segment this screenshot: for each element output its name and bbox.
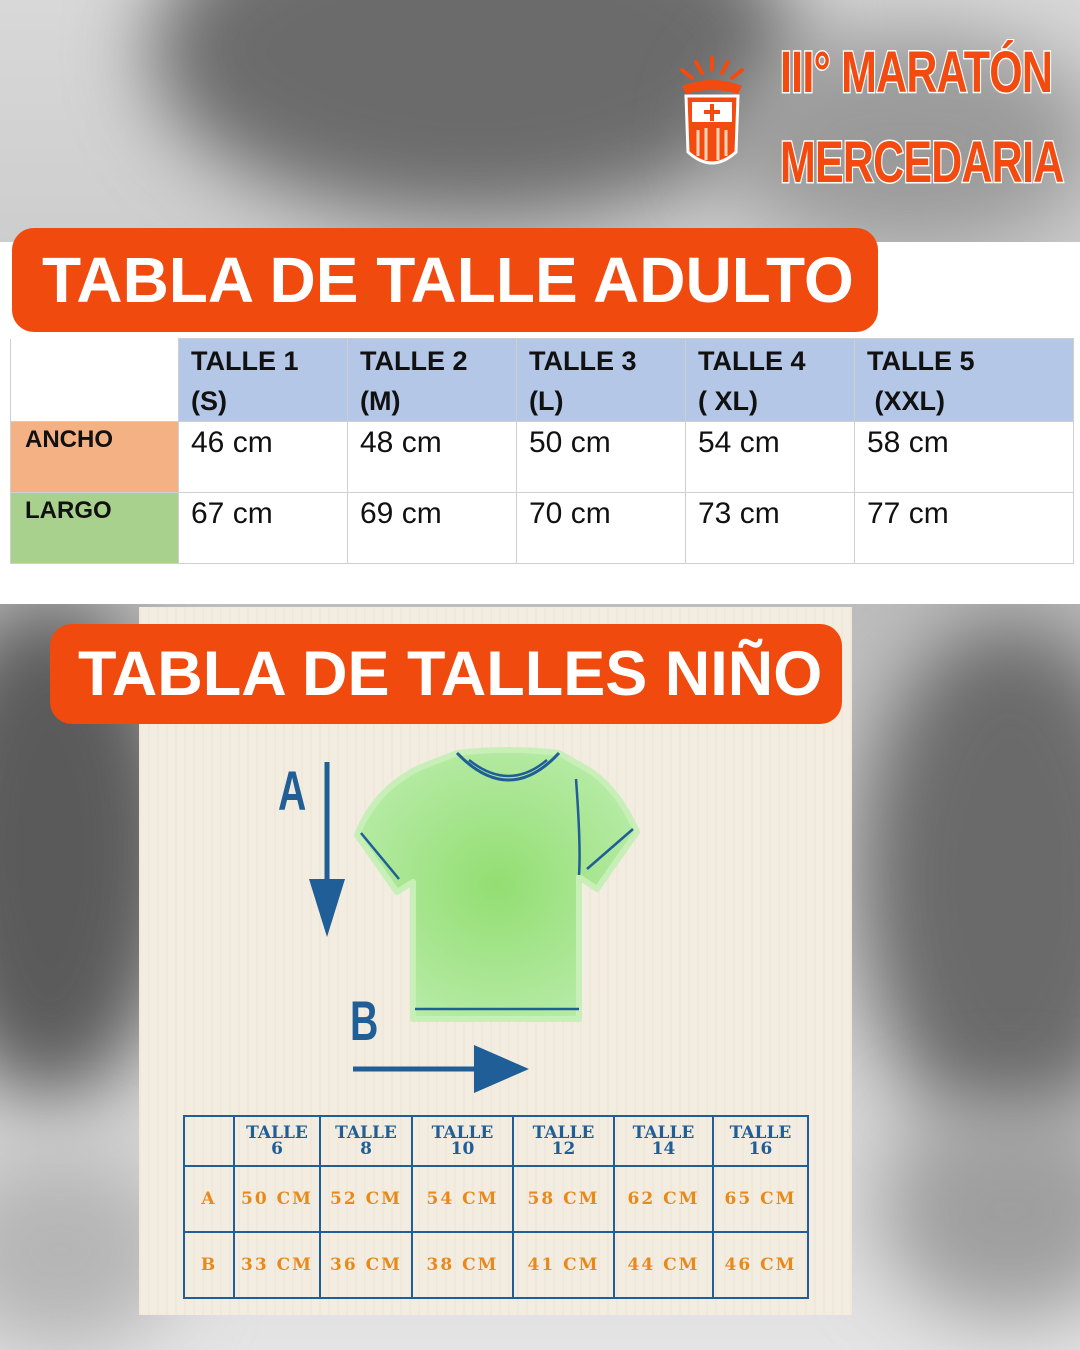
table-cell: 36 CM [320, 1232, 412, 1298]
kids-row-b [184, 1232, 808, 1298]
table-cell: 50 cm [517, 422, 686, 493]
adult-title: TABLA DE TALLE ADULTO [12, 228, 878, 332]
table-cell: 62 CM [614, 1166, 713, 1232]
kids-header-cell: TALLE 12 [513, 1116, 614, 1166]
table-cell: 67 cm [179, 493, 348, 564]
kids-size-table [183, 1115, 809, 1299]
kids-corner-cell [184, 1116, 234, 1166]
kids-header-cell: TALLE 16 [713, 1116, 808, 1166]
table-cell: 58 cm [855, 422, 1074, 493]
adult-size-table [10, 338, 1074, 564]
table-cell: 38 CM [412, 1232, 513, 1298]
table-cell: 69 cm [348, 493, 517, 564]
kids-header-cell: TALLE 6 [234, 1116, 320, 1166]
table-cell: 41 CM [513, 1232, 614, 1298]
table-cell: 65 CM [713, 1166, 808, 1232]
adult-corner-cell [11, 339, 179, 422]
table-cell: 46 CM [713, 1232, 808, 1298]
arrow-right-icon [353, 1045, 529, 1093]
row-label: B [184, 1232, 234, 1298]
adult-header-cell: TALLE 4 ( XL) [686, 339, 855, 422]
row-label: A [184, 1166, 234, 1232]
brand [672, 28, 1064, 195]
adult-header-cell: TALLE 3 (L) [517, 339, 686, 422]
adult-row-ancho [11, 422, 1074, 493]
adult-header-cell: TALLE 1 (S) [179, 339, 348, 422]
kids-header-row [184, 1116, 808, 1166]
brand-line-2: MERCEDARIA [780, 130, 1064, 195]
label-a: A [278, 759, 307, 822]
brand-title [780, 28, 1064, 208]
kids-header-cell: TALLE 14 [614, 1116, 713, 1166]
adult-header-cell: TALLE 2 (M) [348, 339, 517, 422]
table-cell: 54 CM [412, 1166, 513, 1232]
kids-row-a [184, 1166, 808, 1232]
tshirt-icon [357, 750, 637, 1019]
row-label: ANCHO [11, 422, 179, 493]
adult-header-row [11, 339, 1074, 422]
adult-header-cell: TALLE 5 (XXL) [855, 339, 1074, 422]
brand-line-1: III° MARATÓN [780, 40, 1053, 105]
crest-icon [672, 56, 752, 176]
table-cell: 70 cm [517, 493, 686, 564]
table-cell: 44 CM [614, 1232, 713, 1298]
table-cell: 58 CM [513, 1166, 614, 1232]
kids-header-cell: TALLE 8 [320, 1116, 412, 1166]
kids-header-cell: TALLE 10 [412, 1116, 513, 1166]
table-cell: 52 CM [320, 1166, 412, 1232]
table-cell: 50 CM [234, 1166, 320, 1232]
row-label: LARGO [11, 493, 179, 564]
table-cell: 48 cm [348, 422, 517, 493]
table-cell: 54 cm [686, 422, 855, 493]
table-cell: 33 CM [234, 1232, 320, 1298]
table-cell: 46 cm [179, 422, 348, 493]
table-cell: 73 cm [686, 493, 855, 564]
arrow-down-icon [309, 762, 345, 937]
label-b: B [350, 989, 379, 1052]
adult-row-largo [11, 493, 1074, 564]
table-cell: 77 cm [855, 493, 1074, 564]
kids-title: TABLA DE TALLES NIÑO [50, 624, 842, 724]
